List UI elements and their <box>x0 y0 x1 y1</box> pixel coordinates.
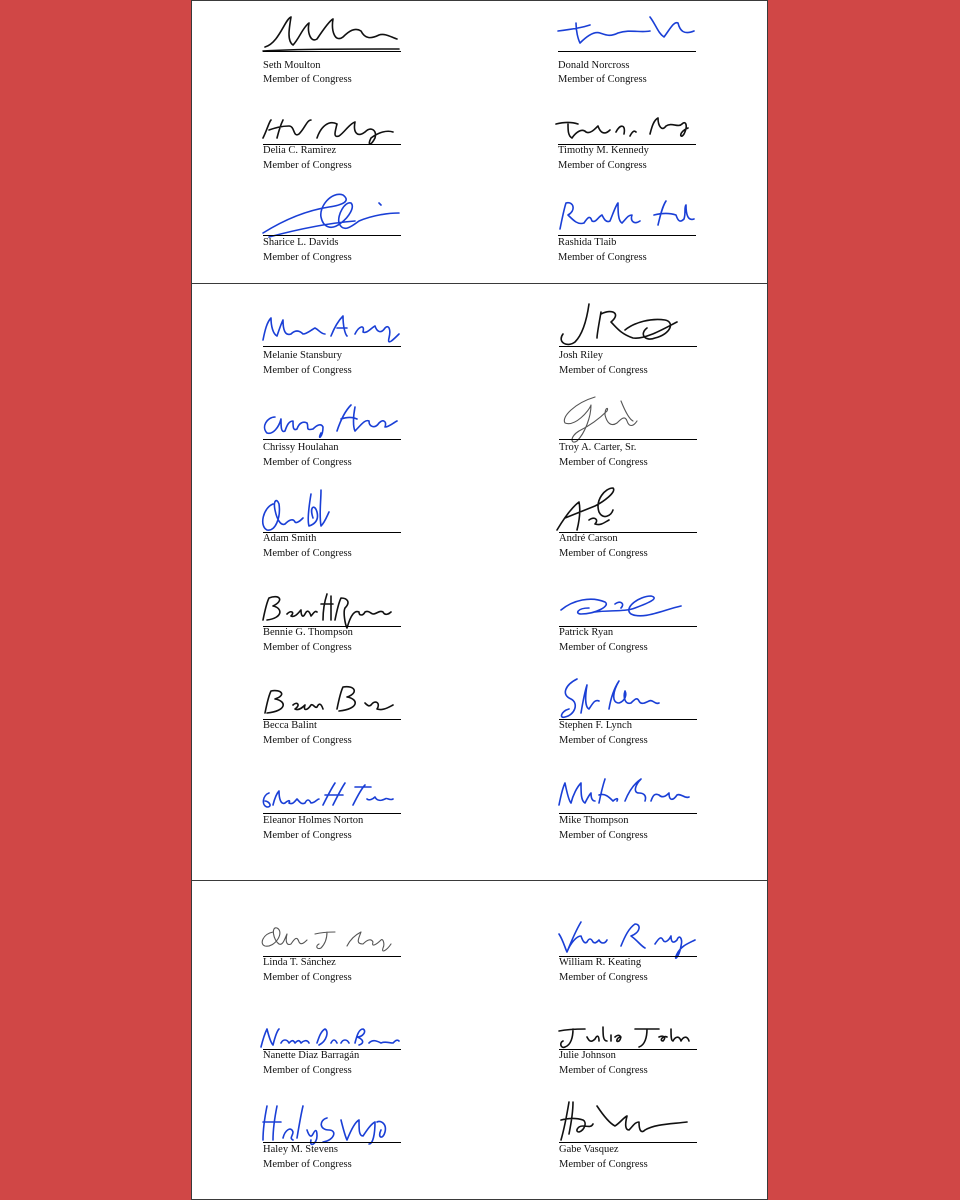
signer-name: Eleanor Holmes Norton <box>263 815 364 826</box>
signer-name: Rashida Tlaib <box>558 237 617 248</box>
handwritten-signature <box>259 490 407 536</box>
handwritten-signature <box>259 677 407 723</box>
signer-name: Haley M. Stevens <box>263 1144 338 1155</box>
signer-title: Member of Congress <box>559 457 648 468</box>
signer-title: Member of Congress <box>559 735 648 746</box>
handwritten-signature <box>555 677 703 723</box>
signer-name: Sharice L. Davids <box>263 237 339 248</box>
handwritten-signature <box>259 771 407 817</box>
signer-title: Member of Congress <box>263 74 352 85</box>
handwritten-signature <box>555 304 703 350</box>
handwritten-signature <box>555 1007 703 1053</box>
signer-name: William R. Keating <box>559 957 642 968</box>
handwritten-signature <box>555 584 703 630</box>
signer-name: Julie Johnson <box>559 1050 616 1061</box>
signer-name: Donald Norcross <box>558 60 630 71</box>
signer-title: Member of Congress <box>559 642 648 653</box>
handwritten-signature <box>259 397 407 443</box>
signature-page-2 <box>191 283 768 881</box>
signer-name: Stephen F. Lynch <box>559 720 632 731</box>
signer-title: Member of Congress <box>559 830 648 841</box>
signer-name: Becca Balint <box>263 720 317 731</box>
handwritten-signature <box>555 490 703 536</box>
signer-name: Adam Smith <box>263 533 317 544</box>
signer-title: Member of Congress <box>263 457 352 468</box>
signer-name: Seth Moulton <box>263 60 321 71</box>
signer-name: Melanie Stansbury <box>263 350 343 361</box>
handwritten-signature <box>259 914 407 960</box>
handwritten-signature <box>259 9 407 55</box>
handwritten-signature <box>259 584 407 630</box>
signer-name: Timothy M. Kennedy <box>558 145 649 156</box>
handwritten-signature <box>555 1100 703 1146</box>
signer-name: Patrick Ryan <box>559 627 614 638</box>
signer-name: Troy A. Carter, Sr. <box>559 442 637 453</box>
signer-name: Linda T. Sánchez <box>263 957 336 968</box>
signer-title: Member of Congress <box>263 548 352 559</box>
signer-title: Member of Congress <box>263 365 352 376</box>
signer-title: Member of Congress <box>559 548 648 559</box>
signer-title: Member of Congress <box>558 252 647 263</box>
handwritten-signature <box>259 304 407 350</box>
signer-title: Member of Congress <box>263 252 352 263</box>
signer-name: Mike Thompson <box>559 815 629 826</box>
handwritten-signature <box>554 102 702 148</box>
signer-name: Nanette Diaz Barragán <box>263 1050 360 1061</box>
signer-title: Member of Congress <box>263 972 352 983</box>
handwritten-signature <box>259 1100 407 1146</box>
signer-title: Member of Congress <box>559 972 648 983</box>
signer-title: Member of Congress <box>558 160 647 171</box>
handwritten-signature <box>554 9 702 55</box>
signer-title: Member of Congress <box>559 1065 648 1076</box>
signer-name: Gabe Vasquez <box>559 1144 619 1155</box>
handwritten-signature <box>555 771 703 817</box>
signer-title: Member of Congress <box>263 735 352 746</box>
signer-title: Member of Congress <box>263 830 352 841</box>
signer-title: Member of Congress <box>263 1065 352 1076</box>
handwritten-signature <box>259 193 407 239</box>
signer-name: Bennie G. Thompson <box>263 627 353 638</box>
signer-title: Member of Congress <box>558 74 647 85</box>
signer-title: Member of Congress <box>263 1159 352 1170</box>
signer-title: Member of Congress <box>559 365 648 376</box>
signer-name: André Carson <box>559 533 618 544</box>
signer-name: Josh Riley <box>559 350 604 361</box>
signer-title: Member of Congress <box>559 1159 648 1170</box>
signer-title: Member of Congress <box>263 160 352 171</box>
signature-page-1 <box>191 0 768 284</box>
handwritten-signature <box>555 914 703 960</box>
signer-name: Delia C. Ramirez <box>263 145 337 156</box>
signature-page-3 <box>191 880 768 1200</box>
handwritten-signature <box>554 193 702 239</box>
handwritten-signature <box>259 1007 407 1053</box>
signer-title: Member of Congress <box>263 642 352 653</box>
handwritten-signature <box>555 397 703 443</box>
handwritten-signature <box>259 102 407 148</box>
signer-name: Chrissy Houlahan <box>263 442 339 453</box>
